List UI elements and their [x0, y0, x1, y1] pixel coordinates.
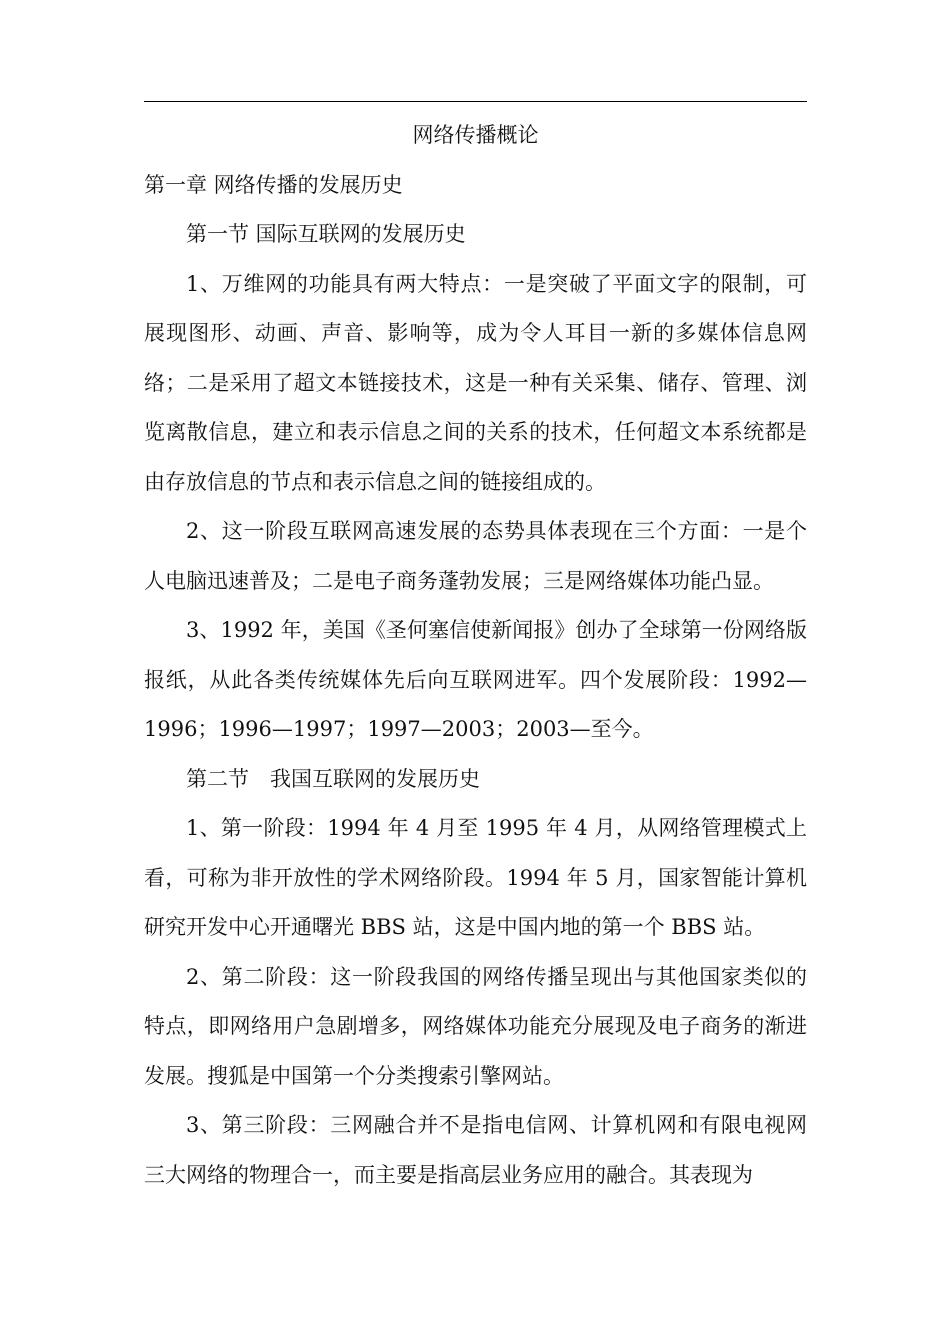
paragraph: 3、第三阶段：三网融合并不是指电信网、计算机网和有限电视网三大网络的物理合一，而主要是指高层业务应用的融合。其表现为	[144, 1113, 807, 1187]
paragraph: 2、第二阶段：这一阶段我国的网络传播呈现出与其他国家类似的特点，即网络用户急剧增多，网络媒体功能充分展现及电子商务的渐进发展。搜狐是中国第一个分类搜索引擎网站。	[144, 964, 807, 1088]
chapter-heading: 第一章 网络传播的发展历史	[144, 172, 403, 197]
header-rule	[144, 101, 807, 102]
document-body	[144, 111, 807, 1200]
section-heading: 第二节 我国互联网的发展历史	[186, 766, 480, 791]
section-heading: 第一节 国际互联网的发展历史	[186, 222, 466, 246]
paragraph: 1、万维网的功能具有两大特点：一是突破了平面文字的限制，可展现图形、动画、声音、影响等，成为令人耳目一新的多媒体信息网络；二是采用了超文本链接技术，这是一种有关采集、储存、管理、浏览离散信息，建立和表示信息之间的关系的技术，任何超文本系统都是由存放信息的节点和表示信息之间的链接组成的。	[144, 271, 807, 494]
paragraph: 1、第一阶段：1994 年 4 月至 1995 年 4 月，从网络管理模式上看，可称为非开放性的学术网络阶段。1994 年 5 月，国家智能计算机研究开发中心开通曙光 BBS 站，这是中国内地的第一个 BBS 站。	[144, 816, 807, 939]
document-title: 网络传播概论	[412, 123, 539, 147]
paragraph: 3、1992 年，美国《圣何塞信使新闻报》创办了全球第一份网络版报纸，从此各类传统媒体先后向互联网进军。四个发展阶段：1992—1996；1996—1997；1997—2003；2003—至今。	[144, 618, 807, 741]
paragraph: 2、这一阶段互联网高速发展的态势具体表现在三个方面：一是个人电脑迅速普及；二是电子商务蓬勃发展；三是网络媒体功能凸显。	[144, 519, 807, 593]
